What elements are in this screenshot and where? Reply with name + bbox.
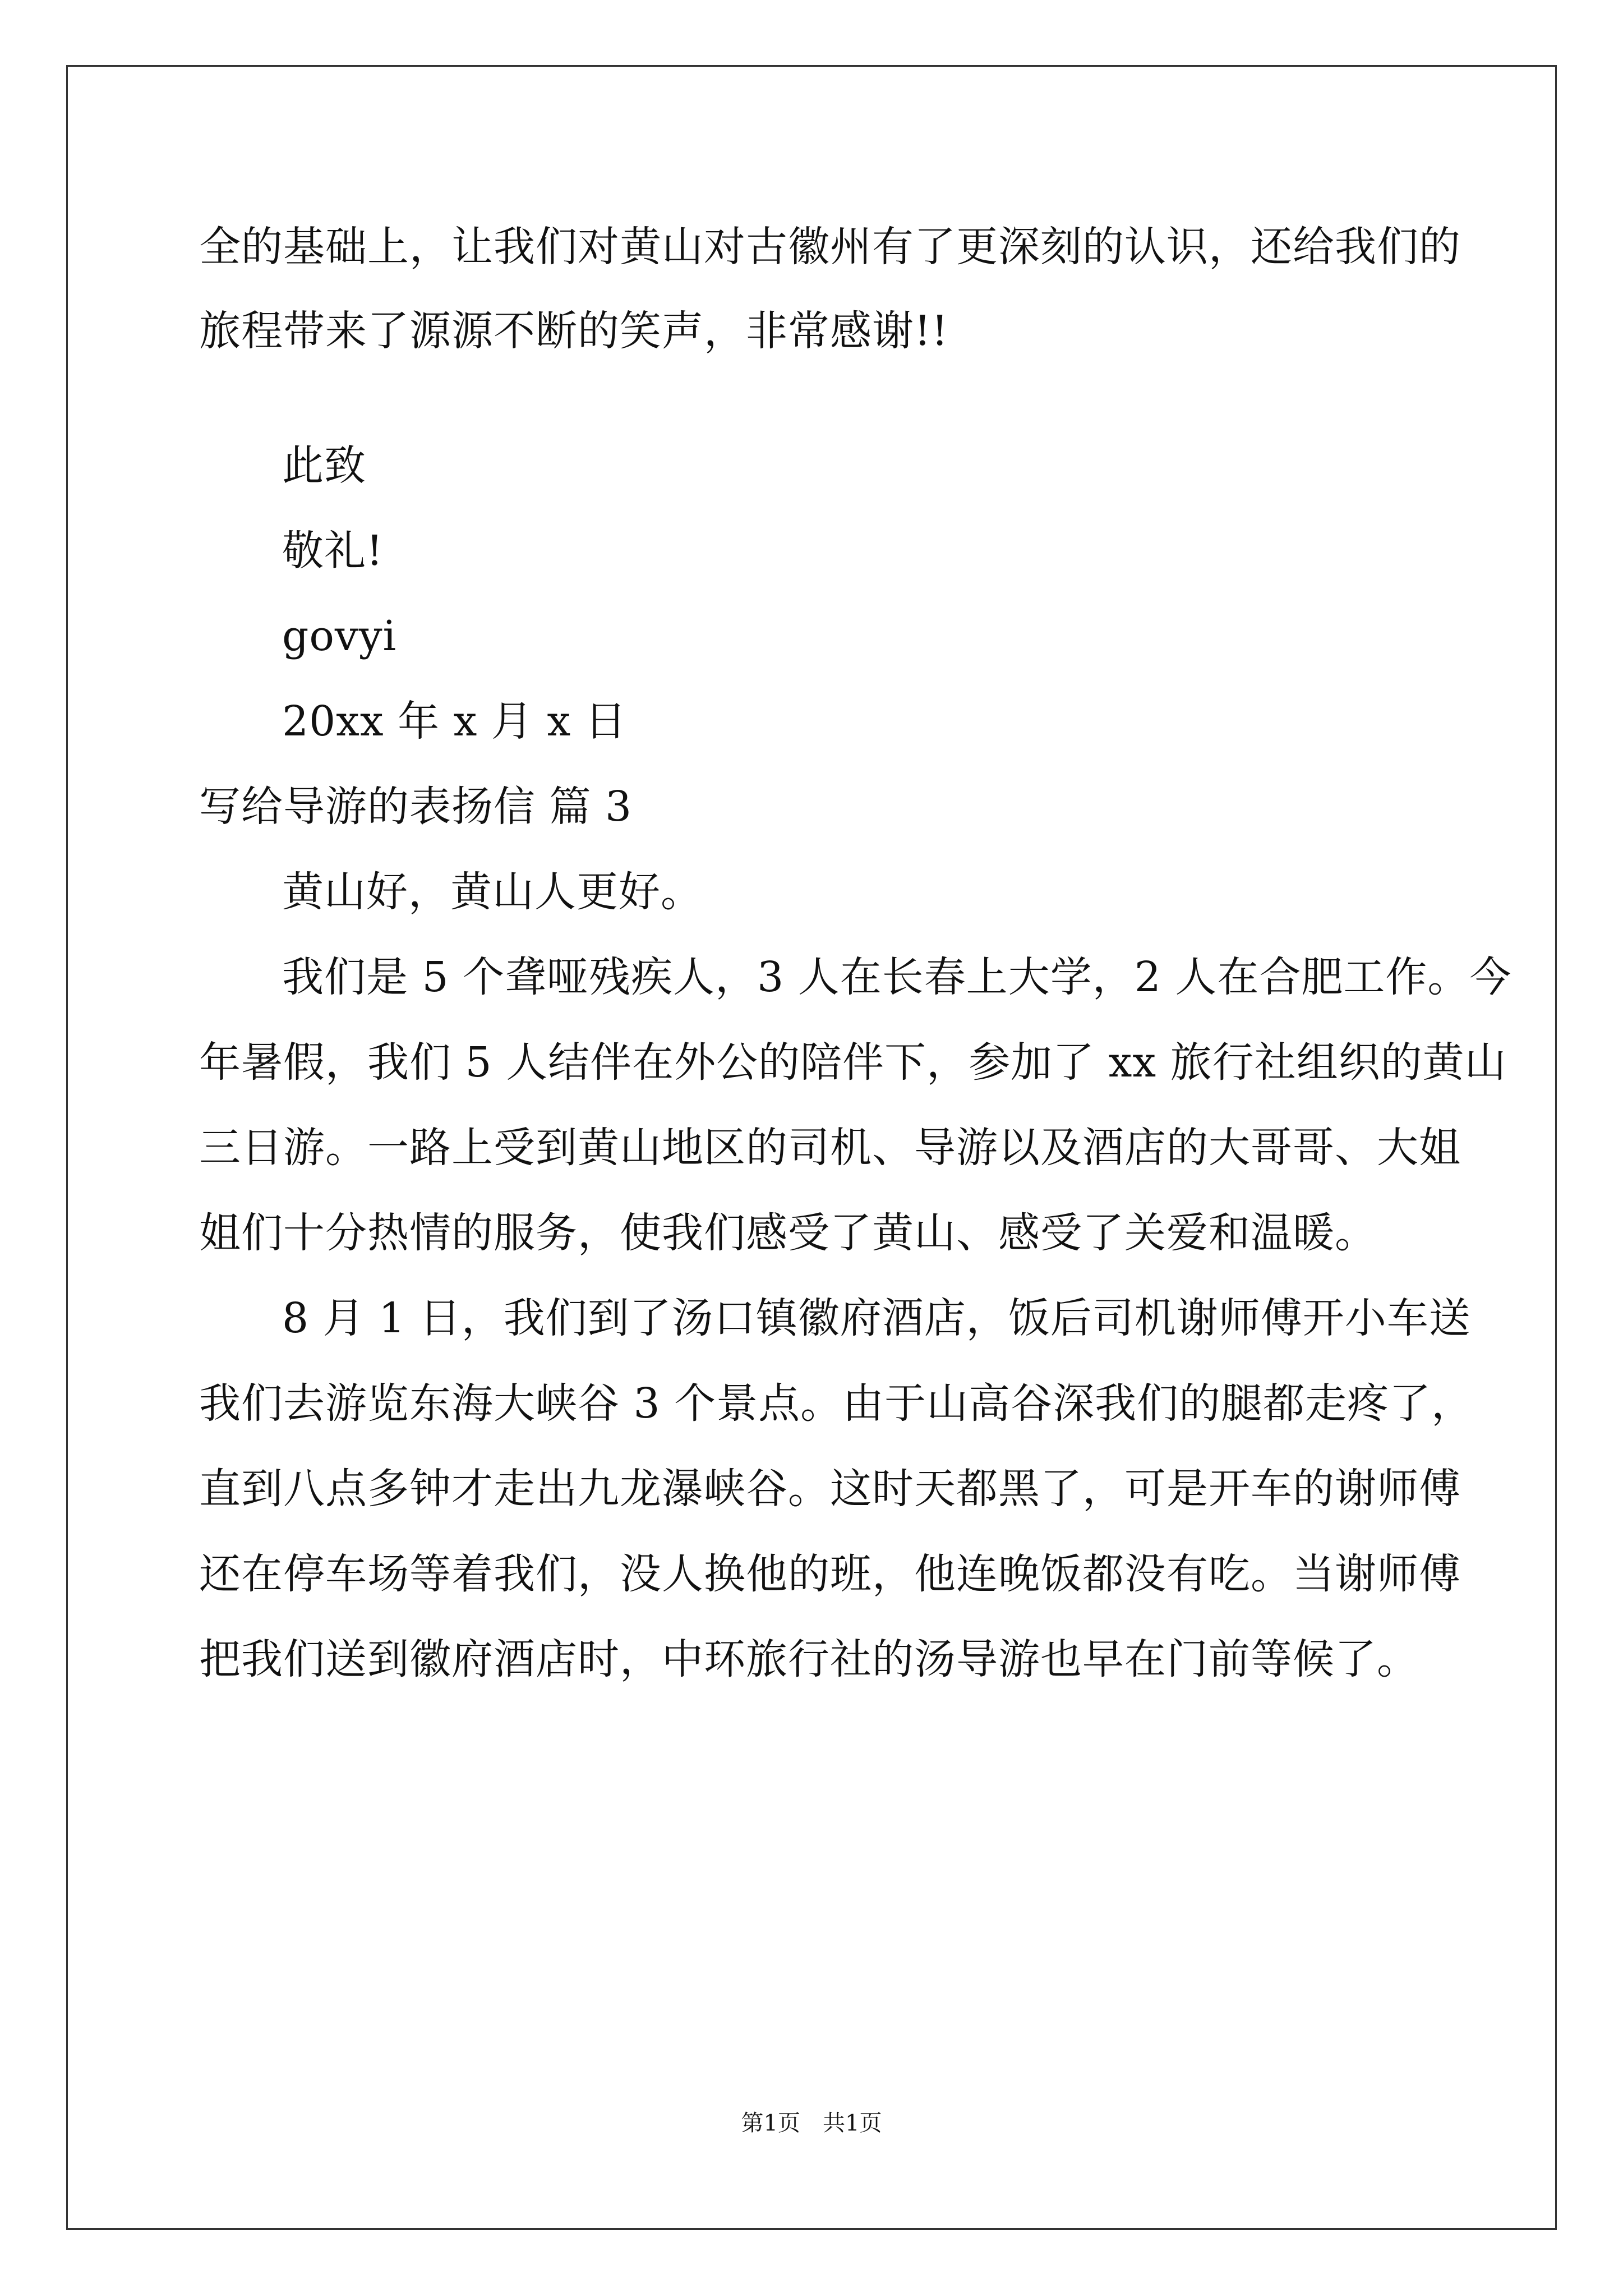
text-line: 还在停车场等着我们，没人换他的班，他连晚饭都没有吃。当谢师傅	[199, 1550, 1461, 1598]
date-line: 20xx 年 x 月 x 日	[282, 697, 627, 746]
text-line: 三日游。一路上受到黄山地区的司机、导游以及酒店的大哥哥、大姐	[199, 1124, 1461, 1172]
text-line: 我们是 5 个聋哑残疾人，3 人在长春上大学，2 人在合肥工作。今	[282, 953, 1512, 1001]
text-line: 旅程带来了源源不断的笑声，非常感谢!!	[199, 307, 949, 355]
salutation-line: 此致	[282, 441, 366, 490]
salutation-line: 敬礼!	[282, 527, 384, 575]
text-line: 年暑假，我们 5 人结伴在外公的陪伴下，参加了 xx 旅行社组织的黄山	[199, 1038, 1507, 1087]
section-heading: 写给导游的表扬信 篇 3	[199, 783, 633, 831]
text-line: 把我们送到徽府酒店时，中环旅行社的汤导游也早在门前等候了。	[199, 1635, 1419, 1683]
text-line: 8 月 1 日，我们到了汤口镇徽府酒店，饭后司机谢师傅开小车送	[282, 1294, 1471, 1342]
signature-line: govyi	[282, 612, 397, 660]
text-line: 我们去游览东海大峡谷 3 个景点。由于山高谷深我们的腿都走疼了，	[199, 1379, 1474, 1428]
text-line: 直到八点多钟才走出九龙瀑峡谷。这时天都黑了，可是开车的谢师傅	[199, 1465, 1461, 1513]
text-line: 全的基础上，让我们对黄山对古徽州有了更深刻的认识，还给我们的	[199, 223, 1461, 271]
text-line: 黄山好，黄山人更好。	[282, 868, 703, 916]
text-line: 姐们十分热情的服务，使我们感受了黄山、感受了关爱和温暖。	[199, 1209, 1377, 1257]
page-number-footer: 第1页 共1页	[741, 2110, 882, 2136]
